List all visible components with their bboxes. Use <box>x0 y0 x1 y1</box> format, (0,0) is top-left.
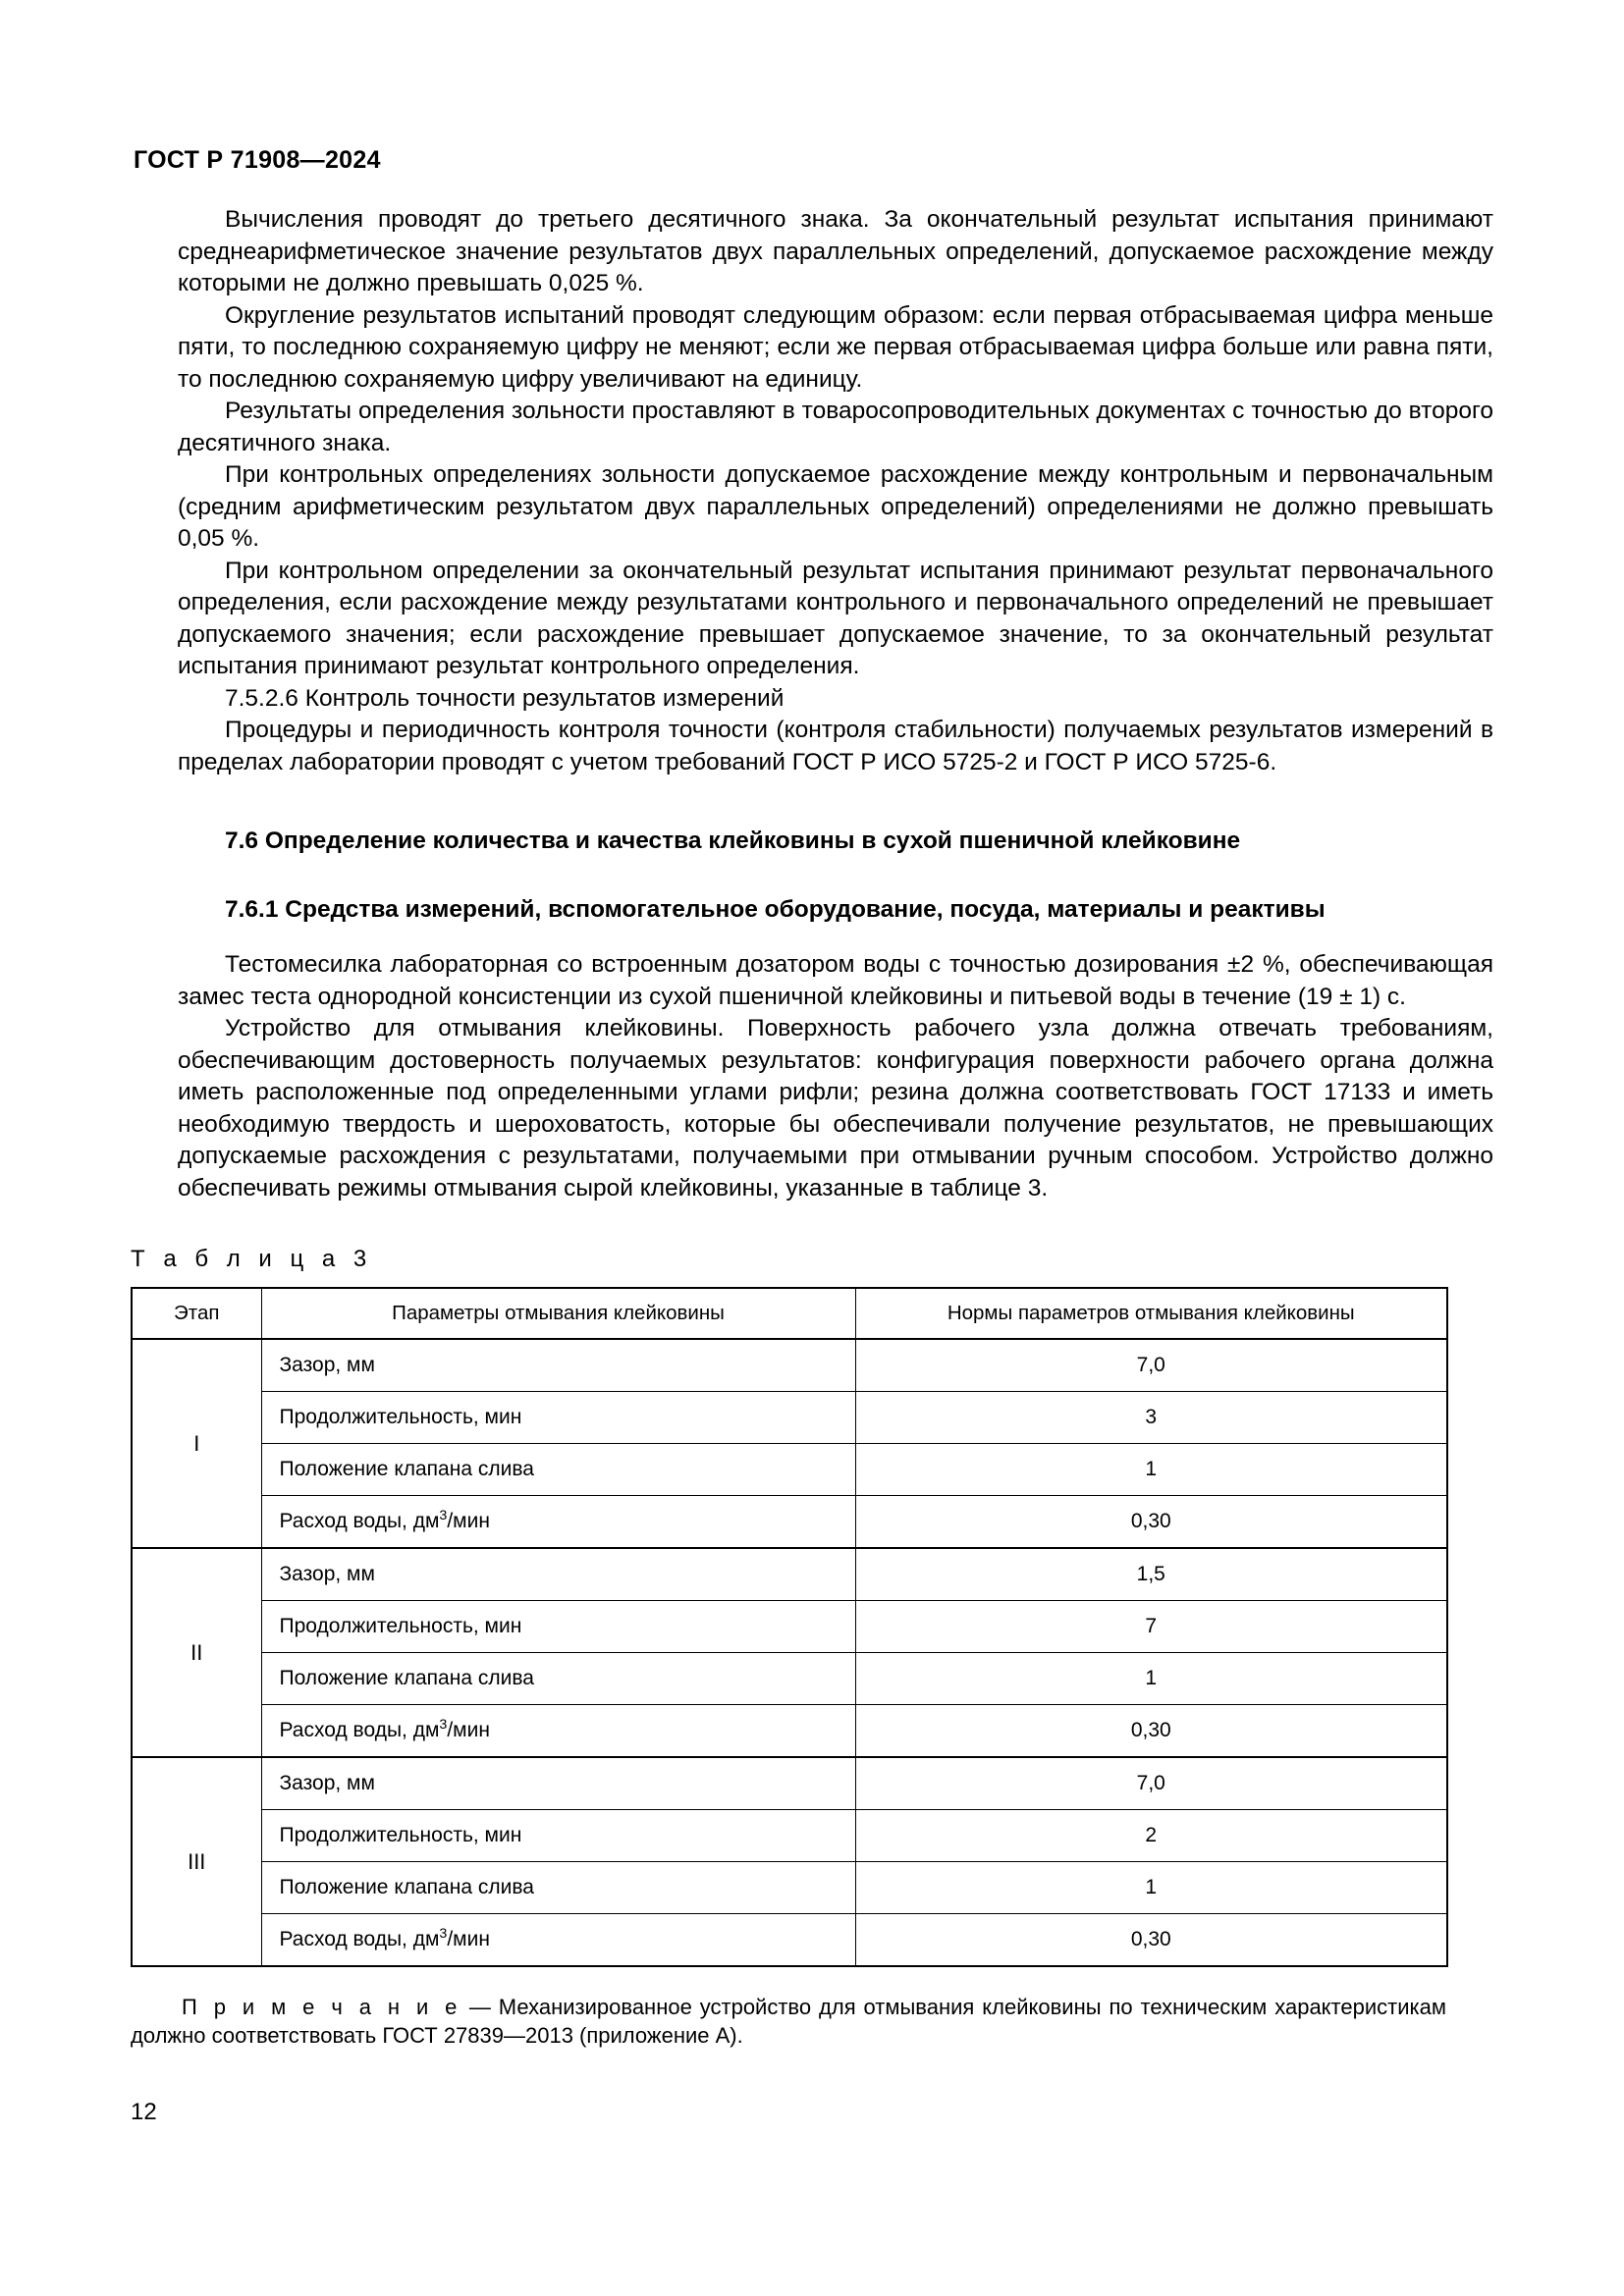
value-gap-stage-3: 7,0 <box>855 1757 1447 1810</box>
param-label-gap: Зазор, мм <box>261 1548 855 1601</box>
param-label-water-exponent: 3 <box>439 1717 448 1733</box>
param-label-water <box>261 1914 855 1967</box>
table-row <box>132 1914 1447 1967</box>
param-label-water-post: /мин <box>447 1928 490 1950</box>
column-header-stage: Этап <box>132 1288 261 1339</box>
paragraph-ash-results: Результаты определения зольности проставляют в товаросопроводительных документах с точностью до второго десятичного знака. <box>178 398 1493 456</box>
table-row <box>132 1392 1447 1444</box>
table-row <box>132 1810 1447 1862</box>
stage-cell-1: I <box>132 1339 261 1548</box>
column-header-norms: Нормы параметров отмывания клейковины <box>855 1288 1447 1339</box>
value-water-stage-2: 0,30 <box>855 1705 1447 1758</box>
param-label-valve: Положение клапана слива <box>261 1862 855 1914</box>
param-label-duration: Продолжительность, мин <box>261 1392 855 1444</box>
stage-cell-2: II <box>132 1548 261 1757</box>
param-label-water <box>261 1705 855 1758</box>
heading-7-6-1: 7.6.1 Средства измерений, вспомогательное оборудование, посуда, материалы и реактивы <box>225 896 1326 923</box>
table-row <box>132 1705 1447 1758</box>
param-label-water-pre: Расход воды, дм <box>279 1928 440 1950</box>
table-row <box>132 1757 1447 1810</box>
table-header-row <box>132 1288 1447 1339</box>
value-valve-stage-1: 1 <box>855 1444 1447 1496</box>
table-row <box>132 1444 1447 1496</box>
note-dash: — <box>460 1995 499 2019</box>
param-label-water-exponent: 3 <box>439 1926 448 1942</box>
param-label-water <box>261 1496 855 1549</box>
column-header-parameters: Параметры отмывания клейковины <box>261 1288 855 1339</box>
param-label-water-post: /мин <box>447 1510 490 1532</box>
param-label-duration: Продолжительность, мин <box>261 1601 855 1653</box>
stage-cell-3: III <box>132 1757 261 1966</box>
heading-7-6: 7.6 Определение количества и качества клейковины в сухой пшеничной клейковине <box>225 828 1241 854</box>
paragraph-rounding: Округление результатов испытаний проводят следующим образом: если первая отбрасываемая цифра меньше пяти, то последнюю сохраняемую цифру не меняют; если же первая отбрасываемая цифра больше или равна пяти, то последнюю сохраняемую цифру увеличивают на единицу. <box>178 301 1493 393</box>
clause-7-5-2-6-title: 7.5.2.6 Контроль точности результатов измерений <box>225 684 785 712</box>
page-content <box>131 145 1493 2050</box>
paragraph-washing-device: Устройство для отмывания клейковины. Поверхность рабочего узла должна отвечать требованиям, обеспечивающим достоверность получаемых результатов: конфигурация поверхности рабочего органа должна иметь расположенные под определенными углами рифли; резина должна соответствовать ГОСТ 17133 и иметь необходимую твердость и шероховатость, которые бы обеспечивали получение результатов, не превышающих допускаемые расхождения с результатами, получаемыми при отмывании ручным способом. Устройство должно обеспечивать режимы отмывания сырой клейковины, указанные в таблице 3. <box>178 1015 1493 1201</box>
paragraph-accuracy-control: Процедуры и периодичность контроля точности (контроля стабильности) получаемых результатов измерений в пределах лаборатории проводят с учетом требований ГОСТ Р ИСО 5725-2 и ГОСТ Р ИСО 5725-6. <box>178 717 1493 775</box>
paragraph-dough-mixer: Тестомесилка лабораторная со встроенным дозатором воды с точностью дозирования ±2 %, обеспечивающая замес теста однородной консистенции из сухой пшеничной клейковины и питьевой воды в течение (19 ± 1) с. <box>178 951 1493 1010</box>
value-gap-stage-1: 7,0 <box>855 1339 1447 1392</box>
value-gap-stage-2: 1,5 <box>855 1548 1447 1601</box>
table-row <box>132 1339 1447 1392</box>
note-label: П р и м е ч а н и е <box>182 1995 461 2019</box>
value-duration-stage-3: 2 <box>855 1810 1447 1862</box>
table-row <box>132 1548 1447 1601</box>
table-row <box>132 1862 1447 1914</box>
note-text: Механизированное устройство для отмывания клейковины по техническим характеристикам должно соответствовать ГОСТ 27839—2013 (приложение А). <box>131 1995 1446 2048</box>
param-label-duration: Продолжительность, мин <box>261 1810 855 1862</box>
paragraph-block-1 <box>178 204 1493 778</box>
table-caption: Т а б л и ц а 3 <box>131 1246 373 1272</box>
param-label-gap: Зазор, мм <box>261 1757 855 1810</box>
value-water-stage-1: 0,30 <box>855 1496 1447 1549</box>
paragraph-block-2 <box>178 949 1493 1204</box>
table-row <box>132 1653 1447 1705</box>
paragraph-control-final-result: При контрольном определении за окончательный результат испытания принимают результат первоначального определения, если расхождение между результатами контрольного и первоначального определений не превышает допускаемого значения; если расхождение превышает допускаемое значение, то за окончательный результат испытания принимают результат контрольного определения. <box>178 557 1493 679</box>
param-label-valve: Положение клапана слива <box>261 1444 855 1496</box>
document-standard-header: ГОСТ Р 71908—2024 <box>134 146 381 174</box>
paragraph-calculations: Вычисления проводят до третьего десятичного знака. За окончательный результат испытания принимают среднеарифметическое значение результатов двух параллельных определений, допускаемое расхождение между которыми не должно превышать 0,025 %. <box>178 206 1493 296</box>
param-label-valve: Положение клапана слива <box>261 1653 855 1705</box>
param-label-water-exponent: 3 <box>439 1508 448 1523</box>
value-duration-stage-2: 7 <box>855 1601 1447 1653</box>
value-water-stage-3: 0,30 <box>855 1914 1447 1967</box>
param-label-water-pre: Расход воды, дм <box>279 1510 440 1532</box>
table-3-washing-modes <box>131 1287 1448 1967</box>
value-valve-stage-2: 1 <box>855 1653 1447 1705</box>
value-duration-stage-1: 3 <box>855 1392 1447 1444</box>
table-note <box>131 1993 1446 2050</box>
param-label-water-post: /мин <box>447 1719 490 1741</box>
param-label-water-pre: Расход воды, дм <box>279 1719 440 1741</box>
param-label-gap: Зазор, мм <box>261 1339 855 1392</box>
table-row <box>132 1601 1447 1653</box>
value-valve-stage-3: 1 <box>855 1862 1447 1914</box>
paragraph-control-determinations: При контрольных определениях зольности допускаемое расхождение между контрольным и первоначальным (средним арифметическим результатом двух параллельных определений) определениями не должно превышать 0,05 %. <box>178 461 1493 552</box>
table-row <box>132 1496 1447 1549</box>
page-number: 12 <box>131 2099 157 2125</box>
